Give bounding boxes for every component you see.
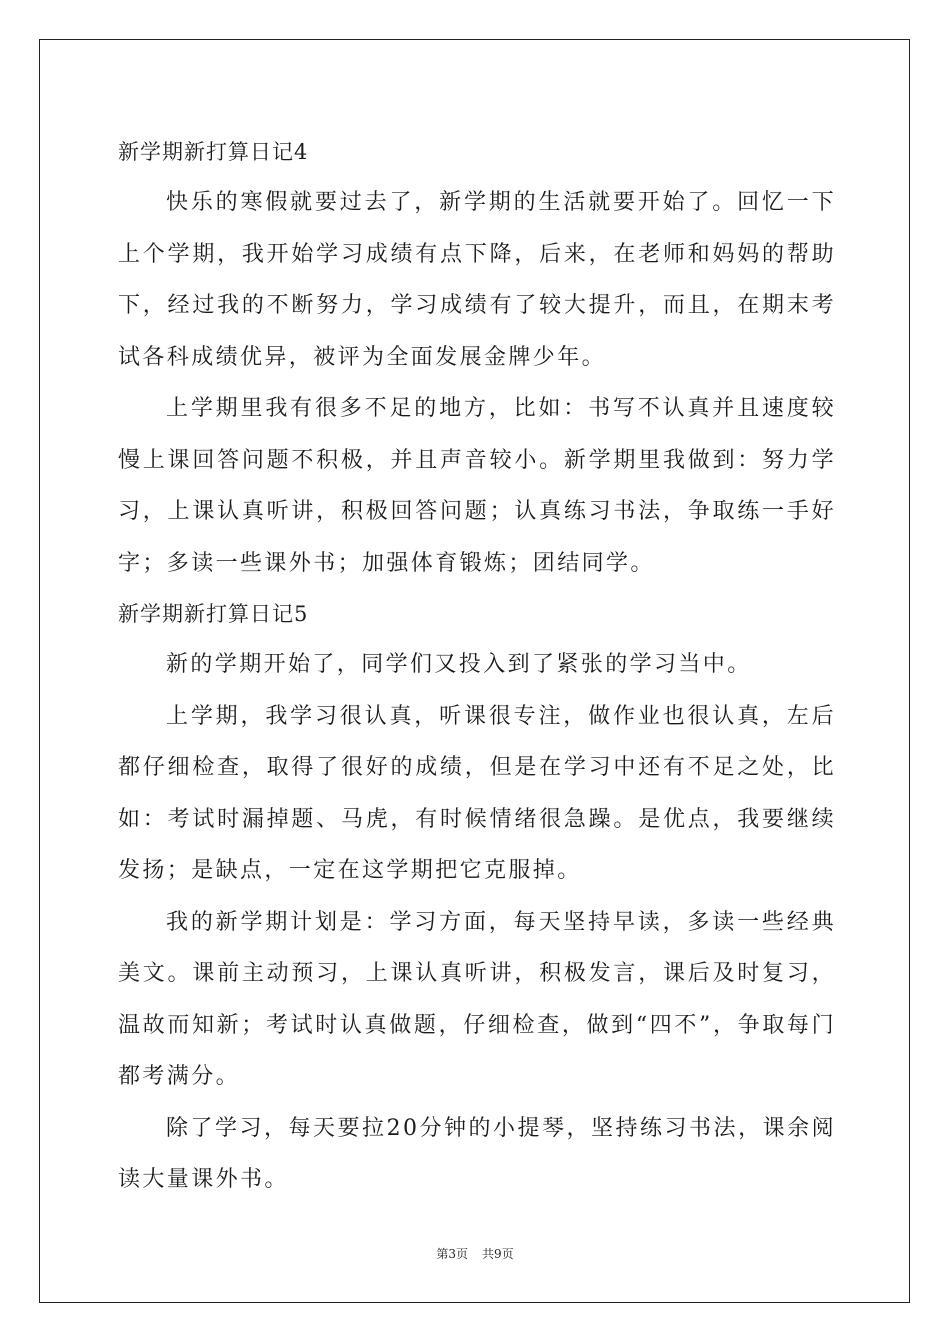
paragraph: 除了学习，每天要拉20分钟的小提琴，坚持练习书法，课余阅读大量课外书。 xyxy=(118,1115,836,1192)
document-body xyxy=(118,127,836,1206)
paragraph: 快乐的寒假就要过去了，新学期的生活就要开始了。回忆一下上个学期，我开始学习成绩有点下降，后来，在老师和妈妈的帮助下，经过我的不断努力，学习成绩有了较大提升，而且，在期末考试各科成绩优异，被评为全面发展金牌少年。 xyxy=(118,190,836,370)
paragraph: 新的学期开始了，同学们又投入到了紧张的学习当中。 xyxy=(166,652,752,677)
paragraph: 上学期，我学习很认真，听课很专注，做作业也很认真，左后都仔细检查，取得了很好的成绩，但是在学习中还有不足之处，比如：考试时漏掉题、马虎，有时候情绪很急躁。是优点，我要继续发扬；是缺点，一定在这学期把它克服掉。 xyxy=(118,703,836,883)
section-heading-5: 新学期新打算日记5 xyxy=(118,602,309,626)
paragraph: 上学期里我有很多不足的地方，比如：书写不认真并且速度较慢上课回答问题不积极，并且声音较小。新学期里我做到：努力学习，上课认真听讲，积极回答问题；认真练习书法，争取练一手好字；多读一些课外书；加强体育锻炼；团结同学。 xyxy=(118,396,836,576)
section-heading-4: 新学期新打算日记4 xyxy=(118,140,309,164)
paragraph: 我的新学期计划是：学习方面，每天坚持早读，多读一些经典美文。课前主动预习，上课认真听讲，积极发言，课后及时复习，温故而知新；考试时认真做题，仔细检查，做到“四不”，争取每门都考满分。 xyxy=(118,909,836,1089)
page-total: 共9页 xyxy=(482,1247,514,1261)
page-footer xyxy=(0,1245,950,1262)
page-number: 第3页 xyxy=(436,1247,468,1261)
